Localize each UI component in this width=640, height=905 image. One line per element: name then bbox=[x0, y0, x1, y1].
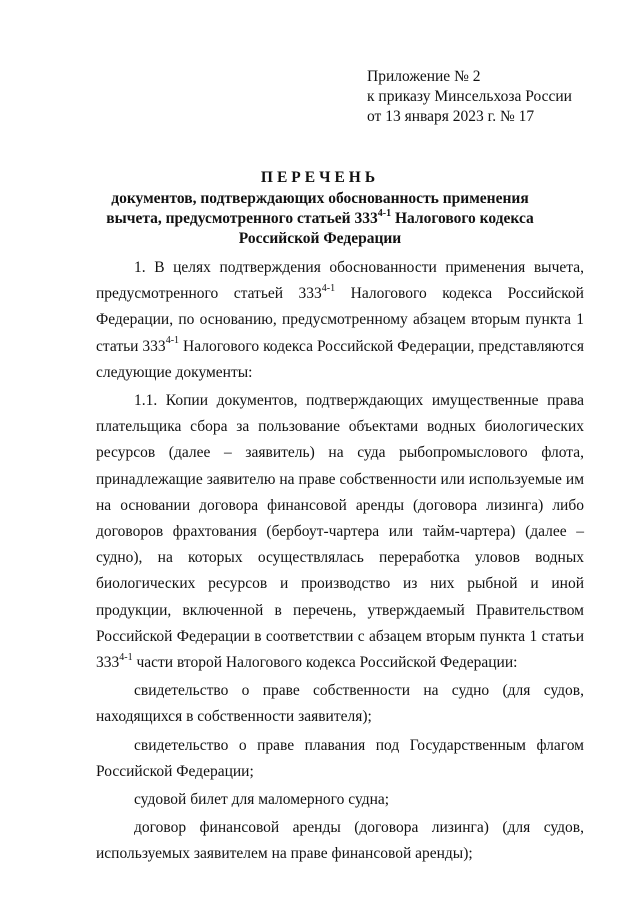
title-line-2-tail: Налогового кодекса bbox=[391, 210, 534, 227]
paragraph-1-sup-2: 4-1 bbox=[165, 335, 180, 347]
paragraph-1-part-c: Налогового кодекса Российской Федерации, представляются следующие документы: bbox=[96, 337, 584, 381]
appendix-header bbox=[367, 67, 572, 127]
title-line-1: документов, подтверждающих обоснованность применения bbox=[111, 190, 529, 207]
list-item-ship-ticket: судовой билет для маломерного судна; bbox=[134, 791, 390, 809]
title-superscript: 4-1 bbox=[377, 207, 392, 219]
order-reference: к приказу Минсельхоза России bbox=[367, 88, 572, 105]
paragraph-1-1 bbox=[96, 388, 584, 676]
title-line-2-text: вычета, предусмотренного статьей 333 bbox=[106, 210, 378, 227]
paragraph-1-1-part-a: 1.1. Копии документов, подтверждающих имущественные права плательщика сбора за пользование объектами водных биологических ресурсов (далее – заявитель) на суда рыбопромыслового флота, принадлежащие заявителю на праве собственности или используемые им на основании договора финансовой аренды (договора лизинга) либо договоров фрахтования (бербоут-чартера или тайм-чартера) (далее – судно), на которых осуществлялась переработка уловов водных биологических ресурсов и производство из них рыбной и иной продукции, включенной в перечень, утверждаемый Правительством Российской Федерации в соответствии с абзацем вторым пункта 1 статьи 333 bbox=[96, 392, 584, 672]
paragraph-1-part-b: Налогового кодекса Российской Федерации, по основанию, предусмотренному абзацем вторым пункта 1 статьи 333 bbox=[96, 285, 584, 355]
paragraph-1-sup-1: 4-1 bbox=[321, 283, 336, 295]
appendix-number: Приложение № 2 bbox=[367, 68, 481, 85]
paragraph-1-1-sup: 4-1 bbox=[119, 651, 133, 663]
order-date: от 13 января 2023 г. № 17 bbox=[367, 108, 535, 125]
title-line-3: Российской Федерации bbox=[238, 230, 402, 247]
list-item-leasing-contract: договор финансовой аренды (договора лизинга) (для судов, используемых заявителем на праве финансовой аренды); bbox=[96, 819, 584, 863]
list-item-flag-certificate: свидетельство о праве плавания под Государственным флагом Российской Федерации; bbox=[96, 736, 584, 780]
paragraph-1 bbox=[96, 255, 584, 386]
title-line-2 bbox=[70, 209, 570, 229]
list-item-ownership-certificate: свидетельство о праве собственности на судно (для судов, находящихся в собственности заявителя); bbox=[96, 682, 584, 726]
document-body bbox=[96, 255, 584, 870]
paragraph-1-1-part-b: части второй Налогового кодекса Российской Федерации: bbox=[132, 654, 518, 672]
paragraph-1-part-a: 1. В целях подтверждения обоснованности применения вычета, предусмотренного статьей 333 bbox=[96, 259, 584, 303]
document-title bbox=[70, 168, 570, 249]
title-heading: ПЕРЕЧЕНЬ bbox=[260, 169, 380, 186]
